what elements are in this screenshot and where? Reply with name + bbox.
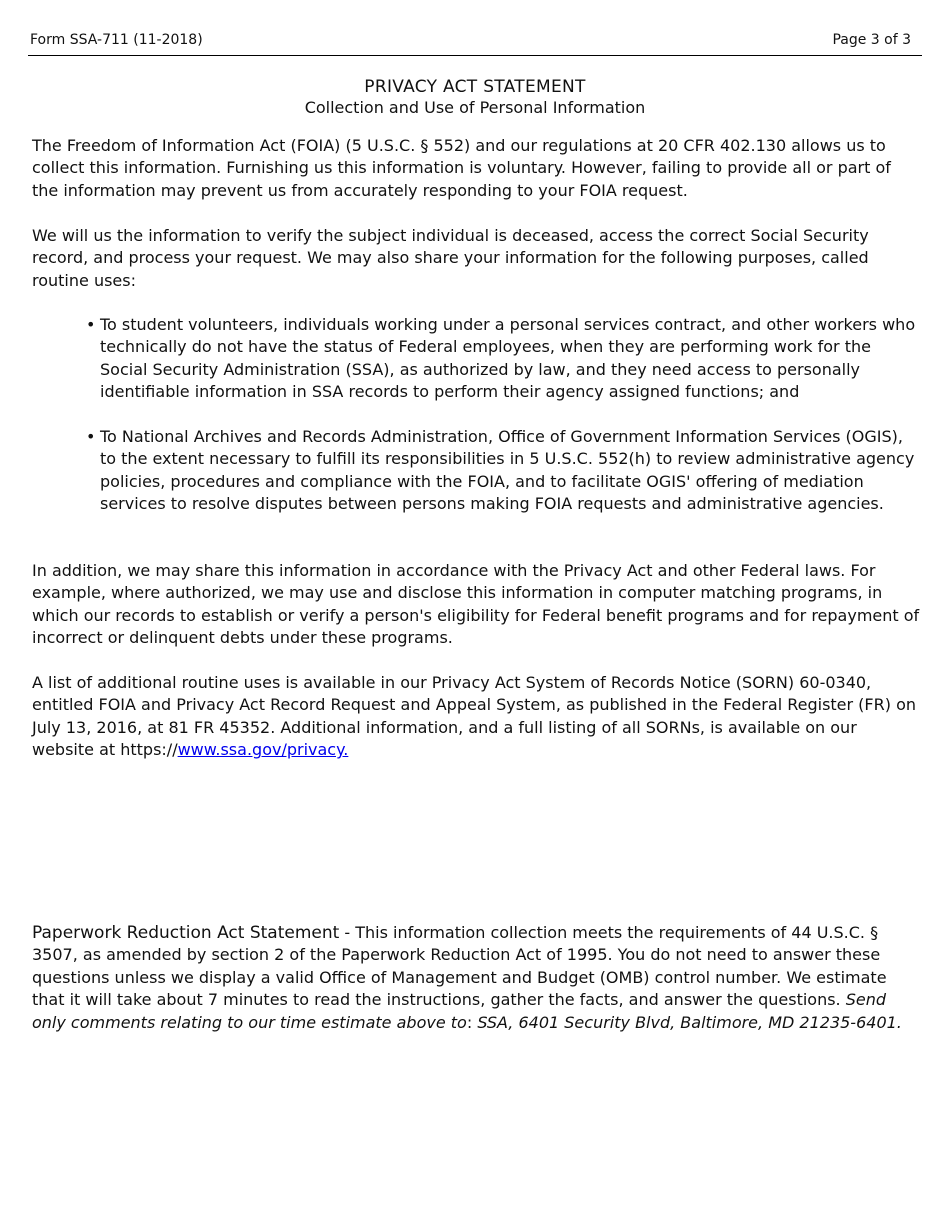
paragraph-sorn — [32, 672, 922, 762]
form-id: Form SSA-711 (11-2018) — [30, 32, 203, 48]
page-subtitle: Collection and Use of Personal Information — [304, 98, 646, 117]
ssa-mailing-address: SSA, 6401 Security Blvd, Baltimore, MD 21235-6401. — [477, 1012, 902, 1032]
list-item-text: To National Archives and Records Administration, Office of Government Information Services (OGIS), to the extent necessary to fulfill its responsibilities in 5 U.S.C. 552(h) to review administrative agency policies, procedures and compliance with the FOIA, and to facilitate OGIS' offering of mediation services to resolve disputes between persons making FOIA requests and administrative agencies. — [100, 427, 915, 514]
privacy-website-link[interactable]: www.ssa.gov/privacy. — [177, 740, 349, 760]
paragraph-foia-authority: The Freedom of Information Act (FOIA) (5 U.S.C. § 552) and our regulations at 20 CFR 402.130 allows us to collect this information. Furnishing us this information is voluntary. However, failing to provide all or part of the information may prevent us from accurately responding to your FOIA request. — [32, 136, 891, 200]
paragraph-additional-sharing — [32, 560, 922, 650]
header-divider — [28, 55, 922, 56]
list-item — [86, 314, 922, 404]
comments-colon: : — [466, 1012, 478, 1032]
title-block — [28, 77, 922, 119]
list-item-text: To student volunteers, individuals working under a personal services contract, and other workers who technically do not have the status of Federal employees, when they are performing work for the Social Security Administration (SSA), as authorized by law, and they need access to personally identifiable information in SSA records to perform their agency assigned functions; and — [100, 315, 916, 402]
comments-instruction: Send only comments relating to our time estimate above to — [32, 990, 887, 1032]
bullet-icon: • — [86, 315, 96, 334]
paragraph-additional-sharing-text: In addition, we may share this information in accordance with the Privacy Act and other Federal laws. For example, where authorized, we may use and disclose this information in computer matching programs, in which our records to establish or verify a person's eligibility for Federal benefit programs and for repayment of incorrect or delinquent debts under these programs. — [32, 561, 920, 648]
paragraph-routine-uses-intro: We will us the information to verify the subject individual is deceased, access the correct Social Security record, and process your request. We may also share your information for the following purposes, called routine uses: — [32, 226, 869, 290]
paperwork-heading: Paperwork Reduction Act Statement — [32, 923, 340, 943]
paperwork-reduction-statement — [32, 922, 922, 1034]
bullet-icon: • — [86, 427, 96, 447]
routine-uses-list — [86, 314, 922, 516]
paragraph-sorn-text: A list of additional routine uses is available in our Privacy Act System of Records Notice (SORN) 60-0340, entitled FOIA and Privacy Act Record Request and Appeal System, as published in the Federal Register (FR) on July 13, 2016, at 81 FR 45352. Additional information, and a full listing of all SORNs, is available on our website at https:// — [32, 673, 916, 760]
page-header — [30, 31, 911, 49]
paperwork-body: This information collection meets the requirements of 44 U.S.C. § 3507, as amended by section 2 of the Paperwork Reduction Act of 1995. You do not need to answer these questions unless we display a valid Office of Management and Budget (OMB) control number. We estimate that it will take about 7 minutes to read the instructions, gather the facts, and answer the questions. — [32, 923, 887, 1010]
page-title: PRIVACY ACT STATEMENT — [364, 77, 586, 97]
page-number: Page 3 of 3 — [832, 32, 911, 48]
list-item — [86, 426, 922, 516]
paperwork-separator: - — [339, 923, 356, 942]
